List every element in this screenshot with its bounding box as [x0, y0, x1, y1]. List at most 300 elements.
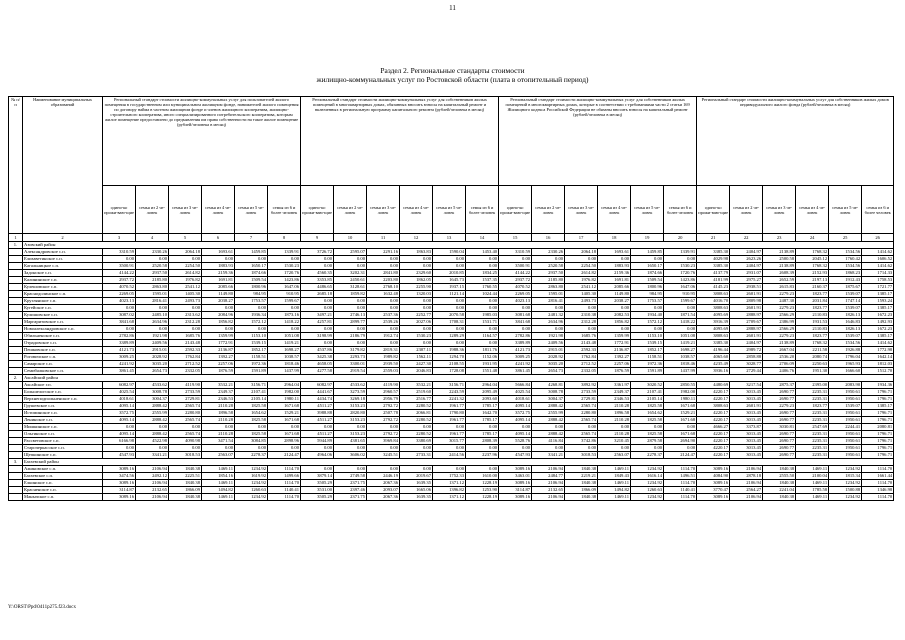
value-cell: 2105.14	[235, 396, 268, 403]
value-cell: 2278.37	[235, 452, 268, 459]
value-cell: 2937.72	[103, 277, 136, 284]
value-cell: 2816.41	[532, 298, 565, 305]
value-cell: 3087.02	[103, 312, 136, 319]
value-cell: 2601.91	[730, 333, 763, 340]
value-cell: 4018.61	[499, 396, 532, 403]
value-cell: 2136.87	[598, 347, 631, 354]
value-cell: 1856.82	[202, 319, 235, 326]
value-cell: 1114.70	[268, 494, 301, 501]
value-cell: 1823.77	[796, 403, 829, 410]
value-cell: 4121.73	[103, 347, 136, 354]
value-cell: 0.00	[268, 326, 301, 333]
value-cell: 1385.17	[862, 305, 894, 312]
value-cell: 1459.85	[235, 249, 268, 256]
value-cell: 3385.30	[697, 340, 730, 347]
value-cell: 0.00	[268, 445, 301, 452]
value-cell: 1840.38	[169, 466, 202, 473]
value-cell: 1371.12	[433, 480, 466, 487]
value-cell: 2964.04	[268, 382, 301, 389]
value-cell: 1852.17	[235, 347, 268, 354]
row-index	[9, 403, 23, 410]
value-cell: 1796.71	[862, 396, 894, 403]
subheader-g4-c2: семья из 2 че-ловек	[730, 186, 763, 234]
value-cell: 3156.71	[235, 382, 268, 389]
value-cell: 2414.56	[433, 452, 466, 459]
value-cell: 0.00	[433, 340, 466, 347]
value-cell: 2484.77	[532, 473, 565, 480]
value-cell: 4434.74	[301, 396, 334, 403]
value-cell: 3389.89	[103, 340, 136, 347]
table-row	[9, 270, 894, 277]
value-cell: 4137.79	[697, 270, 730, 277]
value-cell: 3018.53	[169, 452, 202, 459]
municipality-name: Семибалковское с.п.	[23, 368, 103, 375]
value-cell: 2329.60	[400, 270, 433, 277]
value-cell: 0.00	[631, 445, 664, 452]
column-number: 20	[664, 234, 697, 242]
value-cell: 1800.96	[631, 284, 664, 291]
value-cell: 3936.16	[697, 368, 730, 375]
footer-path: Y:\ORST\Ppd\0411p275.f23.docx	[8, 605, 76, 610]
value-cell: 1912.43	[829, 277, 862, 284]
value-cell: 1346.98	[862, 487, 894, 494]
table-body	[9, 242, 894, 501]
value-cell: 2235.31	[796, 431, 829, 438]
municipality-name: Кулешовское с.п.	[23, 284, 103, 291]
value-cell: 0.00	[400, 466, 433, 473]
table-row	[9, 410, 894, 417]
value-cell: 0.00	[301, 305, 334, 312]
municipality-name: Рассветовское с.п.	[23, 438, 103, 445]
value-cell: 3425.38	[301, 354, 334, 361]
value-cell: 2427.30	[400, 361, 433, 368]
value-cell: 1500.88	[829, 487, 862, 494]
value-cell: 0.00	[301, 298, 334, 305]
value-cell: 2159.36	[202, 270, 235, 277]
value-cell: 2729.44	[730, 368, 763, 375]
value-cell: 2690.77	[763, 389, 796, 396]
value-cell: 3202.31	[334, 270, 367, 277]
row-index	[9, 410, 23, 417]
value-cell: 0.00	[532, 256, 565, 263]
value-cell: 1811.76	[466, 347, 499, 354]
value-cell: 4277.58	[301, 368, 334, 375]
value-cell: 2110.28	[202, 417, 235, 424]
value-cell: 3013.45	[730, 396, 763, 403]
value-cell: 2235.31	[796, 452, 829, 459]
section-heading	[0, 66, 905, 84]
value-cell: 4220.17	[697, 389, 730, 396]
value-cell: 0.00	[664, 305, 697, 312]
value-cell: 2237.96	[466, 452, 499, 459]
value-cell: 0.00	[433, 466, 466, 473]
value-cell: 0.00	[433, 326, 466, 333]
value-cell: 4016.70	[697, 298, 730, 305]
value-cell: 2107.41	[631, 389, 664, 396]
value-cell: 1728.08	[433, 368, 466, 375]
value-cell: 2960.57	[367, 389, 400, 396]
value-cell: 2095.49	[466, 389, 499, 396]
value-cell: 3089.16	[499, 494, 532, 501]
value-cell: 1931.53	[796, 319, 829, 326]
value-cell: 4666.27	[697, 424, 730, 431]
value-cell: 2395.00	[796, 382, 829, 389]
value-cell: 1645.73	[433, 277, 466, 284]
value-cell: 2939.50	[367, 361, 400, 368]
value-cell: 3013.45	[730, 410, 763, 417]
value-cell: 3269.18	[334, 396, 367, 403]
value-cell: 1796.71	[862, 417, 894, 424]
value-cell: 2085.66	[598, 284, 631, 291]
value-cell: 3089.16	[103, 494, 136, 501]
value-cell: 2888.97	[730, 312, 763, 319]
value-cell: 2257.06	[202, 361, 235, 368]
value-cell: 0.00	[466, 298, 499, 305]
value-cell: 1114.70	[664, 466, 697, 473]
value-cell: 0.00	[433, 305, 466, 312]
value-cell: 2083.90	[829, 382, 862, 389]
value-cell: 1140.41	[268, 487, 301, 494]
table-row	[9, 333, 894, 340]
table-row	[9, 249, 894, 256]
value-cell: 1469.11	[202, 466, 235, 473]
value-cell: 3084.85	[235, 438, 268, 445]
value-cell: 1826.13	[829, 312, 862, 319]
subheader-g3-c5: семья из 5 че-ловек	[631, 186, 664, 234]
value-cell: 1866.09	[565, 487, 598, 494]
value-cell: 1693.61	[598, 249, 631, 256]
page-number: 11	[449, 4, 456, 12]
value-cell: 1823.77	[796, 291, 829, 298]
value-cell: 0.00	[433, 256, 466, 263]
subheader-g2-c6: семья из 6 и более человек	[466, 186, 499, 234]
municipality-name: Александровское с.п.	[23, 249, 103, 256]
value-cell: 3018.53	[565, 452, 598, 459]
value-cell: 1772.98	[862, 347, 894, 354]
value-cell: 2031.84	[796, 298, 829, 305]
value-cell: 4235.49	[697, 361, 730, 368]
value-cell: 2203.80	[367, 277, 400, 284]
value-cell: 2690.77	[763, 445, 796, 452]
value-cell: 0.00	[631, 424, 664, 431]
value-cell: 3861.45	[103, 368, 136, 375]
value-cell: 2792.72	[367, 431, 400, 438]
value-cell: 1721.77	[862, 284, 894, 291]
value-cell: 1840.38	[763, 494, 796, 501]
value-cell: 4144.22	[103, 270, 136, 277]
value-cell: 3245.51	[367, 452, 400, 459]
value-cell: 2064.18	[169, 249, 202, 256]
value-cell: 2937.50	[532, 270, 565, 277]
value-cell: 1320.03	[400, 291, 433, 298]
value-cell: 2608.39	[763, 270, 796, 277]
value-cell: 2858.88	[730, 354, 763, 361]
value-cell: 0.00	[466, 263, 499, 270]
value-cell: 1529.21	[268, 410, 301, 417]
value-cell: 1760.42	[829, 256, 862, 263]
value-cell: 1825.58	[235, 403, 268, 410]
value-cell: 2084.96	[202, 312, 235, 319]
value-cell: 1989.82	[367, 354, 400, 361]
municipality-name: Багаевское с.п.	[23, 473, 103, 480]
value-cell: 1988.36	[433, 347, 466, 354]
value-cell: 1529.21	[664, 410, 697, 417]
value-cell: 2143.48	[169, 340, 202, 347]
value-cell: 3380.69	[400, 438, 433, 445]
value-cell: 2185.80	[532, 277, 565, 284]
value-cell: 3004.37	[136, 396, 169, 403]
value-cell: 1121.14	[433, 291, 466, 298]
value-cell: 0.00	[532, 424, 565, 431]
value-cell: 2241.04	[763, 487, 796, 494]
value-cell: 1950.61	[829, 389, 862, 396]
value-cell: 0.00	[433, 298, 466, 305]
value-cell: 1825.58	[631, 417, 664, 424]
value-cell: 2539.26	[367, 319, 400, 326]
value-cell: 2915.01	[532, 347, 565, 354]
value-cell: 3013.45	[730, 438, 763, 445]
value-cell: 1534.56	[829, 263, 862, 270]
value-cell: 3081.68	[499, 312, 532, 319]
table-row	[9, 389, 894, 396]
value-cell: 1530.23	[400, 333, 433, 340]
value-cell: 0.00	[367, 445, 400, 452]
municipality-name: Обильненское с.п.	[23, 333, 103, 340]
value-cell: 1747.14	[829, 298, 862, 305]
value-cell: 0.00	[499, 256, 532, 263]
subheader-g1-c1: одино-ко прожи-ваю-щие	[103, 186, 136, 234]
value-cell: 2592.33	[169, 347, 202, 354]
value-cell: 2371.75	[334, 480, 367, 487]
value-cell: 1666.60	[829, 368, 862, 375]
value-cell: 2349.37	[598, 389, 631, 396]
value-cell: 1234.92	[235, 466, 268, 473]
value-cell: 2027.06	[400, 319, 433, 326]
value-cell: 1419.21	[268, 340, 301, 347]
value-cell: 3808.63	[697, 305, 730, 312]
value-cell: 3013.45	[730, 389, 763, 396]
municipality-name: Пешковское с.п.	[23, 347, 103, 354]
value-cell: 2667.04	[763, 347, 796, 354]
value-cell: 2888.42	[136, 431, 169, 438]
value-cell: 0.00	[301, 340, 334, 347]
value-cell: 2500.58	[763, 256, 796, 263]
value-cell: 1642.14	[862, 354, 894, 361]
subheader-g3-c6: семья из 6 и более человек	[664, 186, 697, 234]
value-cell: 1114.70	[268, 466, 301, 473]
value-cell: 2634.96	[532, 319, 565, 326]
value-cell: 4220.17	[697, 396, 730, 403]
value-cell: 2257.06	[598, 361, 631, 368]
value-cell: 1531.71	[466, 319, 499, 326]
value-cell: 3505.29	[301, 480, 334, 487]
value-cell: 3210.45	[598, 438, 631, 445]
value-cell: 1469.11	[796, 480, 829, 487]
value-cell: 2481.32	[532, 312, 565, 319]
value-cell: 0.00	[367, 424, 400, 431]
value-cell: 1698.27	[268, 347, 301, 354]
value-cell: 0.00	[466, 466, 499, 473]
value-cell: 2931.07	[730, 270, 763, 277]
municipality-name: Poговичское с.п.	[23, 354, 103, 361]
municipality-name: Ажиновское с.п.	[23, 466, 103, 473]
value-cell: 2888.42	[136, 417, 169, 424]
value-cell: 1825.58	[235, 417, 268, 424]
value-cell: 0.00	[433, 445, 466, 452]
value-cell: 2564.27	[730, 487, 763, 494]
value-cell: 3035.20	[532, 361, 565, 368]
value-cell: 2138.89	[763, 340, 796, 347]
row-index	[9, 389, 23, 396]
value-cell: 0.00	[400, 445, 433, 452]
value-cell: 2733.59	[169, 389, 202, 396]
value-cell: 1672.23	[862, 326, 894, 333]
municipality-name: Манычское с.п.	[23, 494, 103, 501]
subheader-g3-c4: семья из 4 че-ловек	[598, 186, 631, 234]
value-cell: 3030.81	[763, 424, 796, 431]
header-subcolumns	[9, 186, 894, 234]
standards-table	[8, 96, 894, 501]
value-cell: 1038.57	[268, 354, 301, 361]
column-number: 2	[23, 234, 103, 242]
section-title: Раздел 2. Региональные стандарты стоимости	[380, 66, 525, 75]
table-row	[9, 494, 894, 501]
value-cell: 2160.37	[796, 284, 829, 291]
value-cell: 2555.99	[532, 410, 565, 417]
value-cell: 2634.96	[136, 319, 169, 326]
value-cell: 1985.03	[466, 312, 499, 319]
value-cell: 1950.61	[829, 452, 862, 459]
value-cell: 1796.71	[862, 410, 894, 417]
table-row	[9, 361, 894, 368]
value-cell: 2038.27	[202, 298, 235, 305]
value-cell: 4095.14	[499, 431, 532, 438]
value-cell: 3808.63	[697, 403, 730, 410]
value-cell: 1661.44	[862, 473, 894, 480]
value-cell: 2547.69	[796, 424, 829, 431]
value-cell: 1418.22	[268, 319, 301, 326]
value-cell: 3385.30	[697, 249, 730, 256]
value-cell: 0.00	[631, 256, 664, 263]
column-number: 12	[400, 234, 433, 242]
value-cell: 1610.00	[466, 473, 499, 480]
municipality-name: Ольгинское с.п.	[23, 431, 103, 438]
value-cell: 2450.61	[334, 277, 367, 284]
value-cell: 1874.66	[235, 270, 268, 277]
value-cell: 1339.91	[664, 249, 697, 256]
value-cell: 2601.91	[730, 305, 763, 312]
value-cell: 2138.89	[763, 249, 796, 256]
value-cell: 2159.36	[598, 270, 631, 277]
value-cell: 2565.74	[169, 431, 202, 438]
table-row	[9, 487, 894, 494]
value-cell: 0.00	[103, 445, 136, 452]
subheader-g1-c5: семья из 5 че-ловек	[235, 186, 268, 234]
value-cell: 1823.77	[796, 305, 829, 312]
value-cell: 1650.17	[631, 263, 664, 270]
value-cell: 3500.91	[499, 263, 532, 270]
value-cell: 2749.58	[334, 473, 367, 480]
value-cell: 2888.42	[136, 403, 169, 410]
value-cell: 0.00	[466, 424, 499, 431]
value-cell: 2792.72	[367, 417, 400, 424]
value-cell: 2132.65	[136, 487, 169, 494]
value-cell: 2863.80	[532, 284, 565, 291]
value-cell: 1423.86	[268, 277, 301, 284]
value-cell: 1762.84	[565, 354, 598, 361]
value-cell: 3156.71	[433, 382, 466, 389]
value-cell: 1685.76	[169, 333, 202, 340]
value-cell: 2729.81	[565, 396, 598, 403]
value-cell: 3310.59	[499, 249, 532, 256]
value-cell: 2409.56	[136, 340, 169, 347]
value-cell: 4511.27	[301, 431, 334, 438]
value-cell: 1260.63	[631, 487, 664, 494]
column-number: 24	[796, 234, 829, 242]
value-cell: 1228.19	[466, 494, 499, 501]
value-cell: 1840.38	[565, 480, 598, 487]
value-cell: 1961.77	[433, 403, 466, 410]
municipality-name: Краснодолинское с.п.	[23, 291, 103, 298]
value-cell: 3361.97	[598, 382, 631, 389]
value-cell: 2312.28	[565, 319, 598, 326]
value-cell: 2110.28	[598, 403, 631, 410]
value-cell: 2310.38	[565, 312, 598, 319]
value-cell: 2652.59	[763, 277, 796, 284]
value-cell: 1492.93	[862, 319, 894, 326]
value-cell: 2110.28	[598, 417, 631, 424]
value-cell: 1639.35	[400, 480, 433, 487]
value-cell: 2565.74	[565, 431, 598, 438]
value-cell: 1534.56	[829, 340, 862, 347]
value-cell: 2110.28	[598, 431, 631, 438]
subheader-g3-c2: семья из 2 че-ловек	[532, 186, 565, 234]
value-cell: 3028.77	[730, 361, 763, 368]
table-row	[9, 291, 894, 298]
value-cell: 4486.65	[301, 284, 334, 291]
value-cell: 0.00	[400, 424, 433, 431]
value-cell: 2235.31	[796, 445, 829, 452]
value-cell: 3861.45	[499, 368, 532, 375]
column-number: 23	[763, 234, 796, 242]
row-index	[9, 347, 23, 354]
value-cell: 1051.08	[268, 333, 301, 340]
value-cell: 2064.18	[565, 249, 598, 256]
value-cell: 3389.89	[499, 340, 532, 347]
table-row	[9, 277, 894, 284]
value-cell: 4025.54	[499, 389, 532, 396]
value-cell: 1965.93	[829, 361, 862, 368]
value-cell: 0.00	[367, 263, 400, 270]
value-cell: 1496.51	[664, 473, 697, 480]
value-cell: 0.00	[367, 298, 400, 305]
value-cell: 1671.68	[268, 403, 301, 410]
value-cell: 0.00	[400, 305, 433, 312]
value-cell: 1606.52	[862, 256, 894, 263]
value-cell: 1840.38	[763, 466, 796, 473]
value-cell: 5944.89	[301, 438, 334, 445]
value-cell: 2106.94	[136, 480, 169, 487]
value-cell: 1140.41	[664, 487, 697, 494]
value-cell: 4181.99	[697, 277, 730, 284]
value-cell: 2565.74	[565, 417, 598, 424]
value-cell: 3089.16	[103, 480, 136, 487]
value-cell: 1396.82	[433, 487, 466, 494]
municipality-name: Старочеркасское с.п.	[23, 445, 103, 452]
value-cell: 6082.97	[103, 382, 136, 389]
value-cell: 3497.21	[301, 312, 334, 319]
value-cell: 1289.29	[433, 333, 466, 340]
